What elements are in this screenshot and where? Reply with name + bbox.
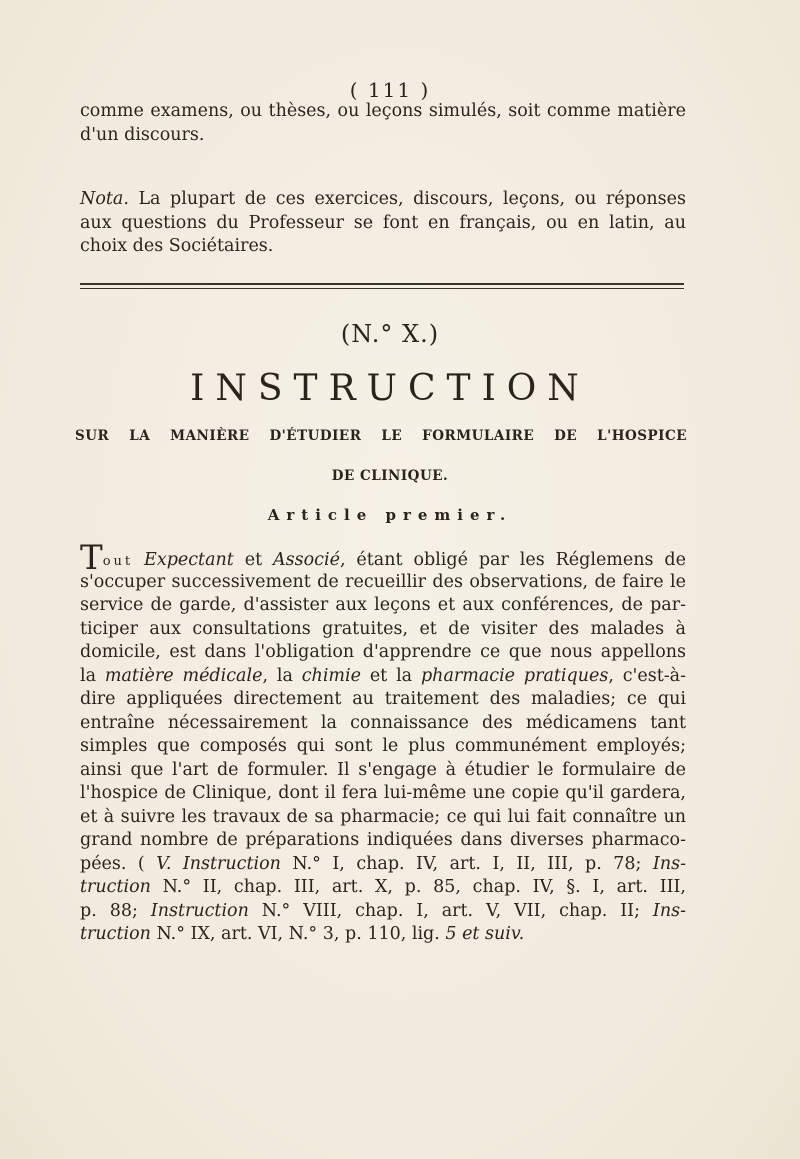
text-line: simples que composés qui sont le plus communément employés; bbox=[80, 736, 686, 756]
italic-text: matière médicale bbox=[104, 665, 263, 686]
section-subtitle-line1: SUR LA MANIÈRE D'ÉTUDIER LE FORMULAIRE DE L'HOSPICE bbox=[75, 428, 687, 444]
text-line: grand nombre de préparations indiquées dans diverses pharmaco- bbox=[80, 830, 686, 850]
italic-text: Ins- bbox=[652, 853, 686, 874]
rule-thin bbox=[80, 288, 684, 289]
text-span: et la bbox=[360, 665, 421, 686]
italic-text: Ins- bbox=[652, 900, 686, 921]
article-heading: Article premier. bbox=[267, 506, 513, 524]
text-line: dire appliquées directement au traitement des maladies; ce qui bbox=[80, 689, 686, 709]
text-line bbox=[80, 188, 686, 212]
section-title: INSTRUCTION bbox=[190, 368, 590, 409]
small-caps-text: out bbox=[102, 554, 134, 569]
italic-text: pharmacie pratiques bbox=[420, 665, 609, 686]
italic-text: Instruction bbox=[150, 900, 249, 921]
text-line: et à suivre les travaux de sa pharmacie; ce qui lui fait connaître un bbox=[80, 806, 686, 827]
italic-text: truction bbox=[80, 877, 151, 897]
text-span: N.° IX, art. VI, N.° 3, p. 110, lig. bbox=[150, 924, 446, 944]
text-span: , la bbox=[262, 665, 302, 686]
text-span: La plupart de ces exercices, discours, leçons, ou réponses bbox=[128, 189, 686, 209]
italic-text: V. Instruction bbox=[156, 853, 281, 874]
text-line: choix des Sociétaires. bbox=[80, 236, 274, 256]
text-line: ticiper aux consultations gratuites, et de visiter des malades à bbox=[80, 618, 686, 639]
section-number: (N.° X.) bbox=[340, 320, 440, 348]
text-span: la bbox=[80, 665, 105, 686]
text-span: p. 88; bbox=[80, 900, 151, 921]
text-span: et bbox=[233, 550, 274, 570]
rule-thick bbox=[80, 283, 684, 285]
text-line: l'hospice de Clinique, dont il fera lui-même une copie qu'il gardera, bbox=[80, 783, 686, 803]
text-line bbox=[80, 900, 686, 924]
text-line bbox=[80, 665, 686, 689]
text-span: pées. ( bbox=[80, 853, 157, 874]
section-subtitle-line2: DE CLINIQUE. bbox=[331, 468, 449, 484]
drop-cap: T bbox=[80, 538, 103, 578]
text-line bbox=[80, 853, 686, 877]
body-paragraph bbox=[80, 538, 686, 947]
text-span: , c'est-à- bbox=[608, 665, 686, 686]
double-rule-divider bbox=[80, 283, 684, 289]
text-span: , étant obligé par les Réglemens de bbox=[339, 550, 686, 570]
italic-text: 5 et suiv. bbox=[445, 924, 525, 944]
text-line: service de garde, d'assister aux leçons et aux conférences, de par- bbox=[80, 595, 686, 615]
intro-paragraph bbox=[80, 100, 686, 147]
text-line: d'un discours. bbox=[80, 124, 205, 145]
nota-label: Nota. bbox=[80, 189, 129, 209]
text-line bbox=[80, 923, 686, 947]
text-line bbox=[80, 538, 686, 578]
text-span: N.° II, chap. III, art. X, p. 85, chap. IV, §. I, art. III, bbox=[150, 877, 686, 897]
italic-text: chimie bbox=[301, 665, 361, 686]
text-line bbox=[80, 876, 686, 900]
italic-text: Associé bbox=[273, 550, 340, 570]
text-line: entraîne nécessairement la connaissance des médicamens tant bbox=[80, 712, 686, 733]
italic-text: Expectant bbox=[144, 550, 234, 570]
text-line: comme examens, ou thèses, ou leçons simulés, soit comme matière bbox=[80, 101, 686, 121]
text-span: N.° I, chap. IV, art. I, II, III, p. 78; bbox=[280, 853, 653, 874]
text-line: ainsi que l'art de formuler. Il s'engage à étudier le formulaire de bbox=[80, 759, 686, 780]
text-line: s'occuper successivement de recueillir des observations, de faire le bbox=[80, 571, 686, 592]
italic-text: truction bbox=[80, 924, 151, 944]
nota-paragraph bbox=[80, 188, 686, 259]
page-number: ( 111 ) bbox=[349, 78, 431, 102]
text-span: N.° VIII, chap. I, art. V, VII, chap. II; bbox=[248, 900, 653, 921]
text-line: domicile, est dans l'obligation d'apprendre ce que nous appellons bbox=[80, 642, 686, 662]
text-line: aux questions du Professeur se font en français, ou en latin, au bbox=[80, 212, 686, 233]
